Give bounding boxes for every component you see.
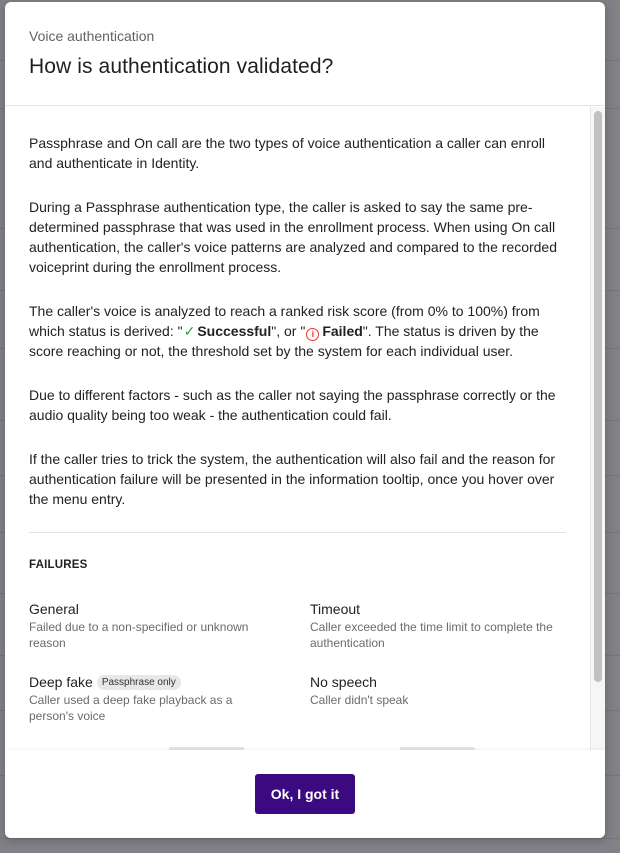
failures-section-label: FAILURES bbox=[29, 559, 88, 571]
risk-score-text-end: ". The status is driven by the score reaching or not, the threshold set by the system for each individual user. bbox=[29, 323, 539, 359]
dialog-header bbox=[5, 2, 605, 106]
failure-description: Caller used a deep fake playback as a person's voice bbox=[29, 693, 233, 723]
paragraph-failure-factors: Due to different factors - such as the caller not saying the passphrase correctly or the audio quality being too weak - the authentication could fail. bbox=[29, 387, 556, 423]
background-row-divider bbox=[0, 838, 620, 839]
ok-got-it-button[interactable]: Ok, I got it bbox=[255, 774, 355, 814]
checkmark-icon: ✓ bbox=[183, 323, 196, 339]
failure-title: Deep fake bbox=[29, 674, 93, 690]
risk-score-text-start: The caller's voice is analyzed to reach a ranked risk score (from 0% to 100%) from which status is derived: " bbox=[29, 303, 540, 339]
dialog-body-scroll-area[interactable] bbox=[5, 107, 605, 750]
failure-item-timeout bbox=[310, 600, 566, 651]
risk-score-text-middle: ", or " bbox=[271, 323, 306, 339]
dialog-footer bbox=[5, 750, 605, 838]
info-alert-icon: i bbox=[306, 328, 319, 341]
failure-item-deep-fake bbox=[29, 673, 279, 724]
status-failed-label: Failed bbox=[322, 323, 363, 339]
voice-auth-info-dialog bbox=[5, 2, 605, 838]
failure-description: Caller exceeded the time limit to complete the authentication bbox=[310, 620, 553, 650]
dialog-title: How is authentication validated? bbox=[29, 55, 334, 78]
failure-title: No speech bbox=[310, 674, 377, 690]
failure-item-general bbox=[29, 600, 269, 651]
dialog-eyebrow: Voice authentication bbox=[29, 28, 155, 44]
failure-title-row bbox=[29, 673, 279, 691]
failure-item-no-speech bbox=[310, 673, 550, 708]
paragraph-risk-score bbox=[29, 301, 566, 361]
failure-description: Failed due to a non-specified or unknown reason bbox=[29, 620, 249, 650]
section-divider bbox=[29, 532, 566, 533]
status-successful-label: Successful bbox=[197, 323, 272, 339]
passphrase-only-badge: Passphrase only bbox=[97, 675, 181, 690]
paragraph-trick-system: If the caller tries to trick the system, the authentication will also fail and the reason for authentication failure will be presented in the information tooltip, once you hover over the menu entry. bbox=[29, 451, 556, 507]
failure-title: General bbox=[29, 601, 79, 617]
scrollbar-thumb[interactable] bbox=[594, 111, 602, 682]
paragraph-passphrase-vs-oncall: During a Passphrase authentication type, the caller is asked to say the same pre-determined passphrase that was used in the enrollment process. When using On call authentication, the caller's voice patterns are analyzed and compared to the recorded voiceprint during the enrollment process. bbox=[29, 199, 557, 275]
failure-description: Caller didn't speak bbox=[310, 693, 409, 707]
failure-title: Timeout bbox=[310, 601, 361, 617]
scrollbar[interactable] bbox=[590, 107, 605, 750]
paragraph-auth-types: Passphrase and On call are the two types of voice authentication a caller can enroll and authenticate in Identity. bbox=[29, 135, 545, 171]
